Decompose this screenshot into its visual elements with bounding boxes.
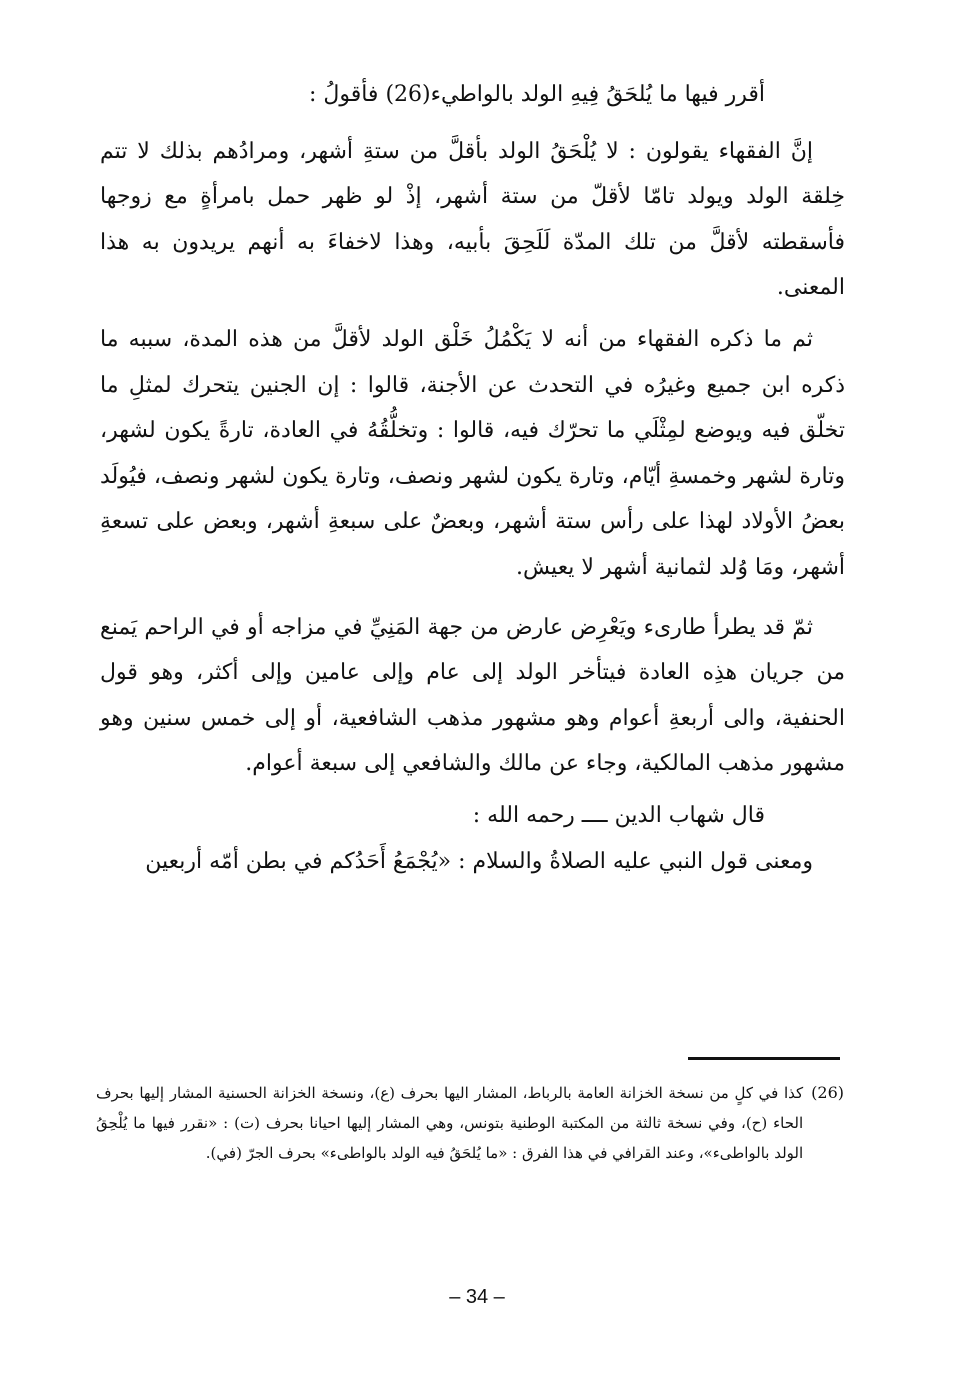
footnote-divider bbox=[688, 1057, 840, 1060]
footnote-item bbox=[96, 1078, 844, 1168]
page-number: – 34 – bbox=[449, 1286, 505, 1308]
footnote-text: كذا في كلٍ من نسخة الخزانة العامة بالرباط، المشار اليها بحرف (ع)، ونسخة الخزانة الحسنية المشار إليها بحرف الحاء (ح)، وفي نسخة ثالثة من المكتبة الوطنية بتونس، وهي المشار إليها احيانا بحرف (ت) : «نقرر فيها ما يُلْحِقُ الولد بالواطىء»، وعند القرافي في هذا الفرق : «ما يُلحَقُ فيه الولد بالواطىء» بحرف الجرّ (في). bbox=[96, 1084, 804, 1162]
paragraph-3: ثمّ قد يطرأ طارىء ويَعْرِض عارض من جهة المَنِيِّ في مزاجه أو في الراحم يَمنع من جريان هذِه العادة فيتأخر الولد إلى عام وإلى عامين وإلى أكثر، وهو قول الحنفية، والى أربعةِ أعوام وهو مشهور مذهب الشافعية، أو إلى خمس سنين وهو مشهور مذهب المالكية، وجاء عن مالك والشافعي إلى سبعة أعوام. bbox=[100, 614, 845, 777]
main-text bbox=[100, 72, 845, 884]
section-heading-line: أقرر فيها ما يُلحَقُ فِيهِ الولد بالواطيء(26) فأقولُ : bbox=[308, 82, 765, 107]
footnote-number: (26) bbox=[811, 1083, 844, 1102]
final-line: ومعنى قول النبي عليه الصلاةُ والسلام : «يُجْمَعُ أَحَدُكم في بطن أمّه أربعين bbox=[145, 848, 813, 874]
paragraph-1: إنَّ الفقهاء يقولون : لا يُلْحَقُ الولد بأقلَّ من ستةِ أشهر، ومرادُهم بذلك لا تتم خِلقة الولد ويولد تامّا لأقلّ من ستة أشهر، إذْ لو ظهر حمل بامرأةٍ مع زوجها فأسقطته لأقلَّ من تلك المدّة لَلَحِقَ بأبيه، وهذا لاخفاءَ به أنهم يريدون به هذا المعنى. bbox=[100, 138, 845, 301]
paragraph-2: ثم ما ذكره الفقهاء من أنه لا يَكْمُلُ خَلْق الولد لأقلَّ من هذه المدة، سببه ما ذكره ابن جميع وغيرُه في التحدث عن الأجنة، قالوا : إن الجنين يتحرك لمثلِ ما تخلّق فيه ويوضع لمِثْلَي ما تحرّك فيه، قالوا : وتخلُّقُهُ في العادة، تارةً يكون لشهر، وتارة لشهر وخمسةِ أيّام، وتارة يكون لشهر ونصف، وتارة يكون لشهر ونصف، فيُولَد بعضُ الأولاد لهذا على رأس ستة أشهر، وبعضٌ على سبعةِ أشهر، وبعض على تسعةِ أشهر، ومَا وُلد لثمانية أشهر لا يعيش. bbox=[100, 326, 845, 580]
footnotes bbox=[96, 1078, 844, 1168]
attribution-line: قال شهاب الدين ــــ رحمه الله : bbox=[472, 802, 765, 828]
